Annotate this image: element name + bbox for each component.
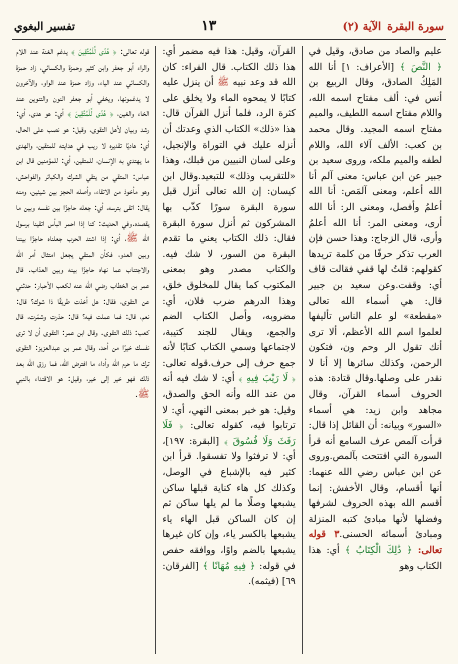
text-segment: أي: هذا الكتاب وهو <box>308 545 442 572</box>
text-segment: وفي الحديث: كنا إذا احمر البأس اتقينا برسول الله <box>16 217 150 245</box>
quran-verse: ﴿ فِيهِ مُهَانًا ﴾ <box>202 560 256 572</box>
text-segment: أن ينزل عليه كتابًا لا يمحوه الماء ولا يخلق على كثرة الرد، فلما أنزل القرآن قال: هذا «ذلك» الكتاب الذي وعدتك أن أنزله عليك في التوراة والإنجيل، وعلى لسان النبيين من قبلك، وهذا «للتقريب وذلك» للتبعيد. <box>162 77 296 182</box>
header-rule <box>12 39 446 40</box>
verse-marker: ٣ قوله تعالى: <box>308 529 443 556</box>
honorific: ﷺ <box>138 389 150 401</box>
column-middle <box>156 44 301 656</box>
quran-verse: ﴿ ذَٰلِكَ الْكِتَابُ ﴾ <box>345 545 413 556</box>
sura-name: سورة البقرة <box>387 19 444 33</box>
book-title: تفسير البغوي <box>14 19 75 33</box>
text-segment: يدغم الغنة عند اللام والراء أبو جعفر وابن كثير وحمزة والكسائي، زاد حمزة والكسائي عند الياء، وزاد حمزة عند الواو، والآخرون لا يدغمونها، ويخفي أبو جعفر النون والتنوين عند الخاء والغين، <box>16 46 150 120</box>
column-text <box>309 44 442 574</box>
text-segment: قوله تعالى: <box>162 357 208 369</box>
honorific: ﷺ <box>217 77 229 89</box>
text-segment: ، أي: إذا اشتد الحرب جعلناه حاجزًا بيننا وبين العدو، فكأن المتقي يجعل امتثال أمر الله والاجتناب عما نهاه حاجزًا بينه وبين العذاب. قال عمر بن الخطاب رضي الله عنه لكعب الأحبار: حدثني عن التقوى، فقال: هل أخذت طريقًا ذا شوك؟ قال: نعم، قال: فما عملت فيه؟ قال: حذرت وشمّرت، قال كعب: ذلك التقوى. وقال ابن عمر: التقوى أن لا ترى نفسك خيرًا من أحد، وقال عمر بن عبدالعزيز: التقوى ترك ما حرم الله وأداء ما افترض الله، فما رزق الله بعد ذلك فهو خير إلى خير، وقيل: هو الاقتداء بالنبي <box>16 233 150 385</box>
quran-verse: ﴿ هُدًى لِّلْمُتَّقِينَ ﴾ <box>67 108 114 120</box>
text-segment: وعن سعيد بن جبير قال: هي أسماء الله تعالى «مقطعة» لو علم الناس تأليفها لعلموا اسم الله الأعظم، ألا ترى أنك تقول الر وحم ون، فتكون الرحمن، وكذلك سائرها إلا أنا لا نقدر على وصلها. <box>308 279 442 385</box>
text-segment: قوله تعالى: <box>116 46 150 57</box>
column-text <box>16 44 149 403</box>
column-right <box>303 44 448 656</box>
text-segment: . <box>135 389 139 401</box>
text-columns <box>10 44 448 656</box>
text-segment: وروى عن ابن عباس رضي الله عنهما: أنها أقسام، وقال الأخفش: إنما أقسم الله بهذه الحروف لشرفها وفضلها لأنها مبادئ كتبه المنزلة ومبادئ أسمائه الحسنى. <box>308 451 442 541</box>
text-segment: [البقرة: ١٩٧]، أي: لا ترفثوا ولا تفسقوا. قرأ ابن كثير فيه بالإشباع في الوصل، وكذلك كل هاء كناية قبلها ساكن يشبعها وصلًا ما لم يلها ساكن ثم إن كان الساكن قبل الهاء ياء يشبعها بالكسر ياء، وإن كان غيرها يشبعها بالضم واوًا، ووافقه حفص في قوله: <box>162 435 296 572</box>
text-segment: أي: هو هدى، أي: رشد وبيان لأهل التقوى، وقيل: هو نصب على الحال، أي: هاديًا تقديره لا ريب في هدايته للمتقين، والهدى ما يهتدي به الإنسان، للمتقين، أي: للمؤمنين قال ابن عباس: المتقي من يتقي الشرك والكبائر والفواحش، وهو مأخوذ من الاتقاء، وأصله الحجز بين شيئين، ومنه يقال: اتقى بترسه، أي: جعله حاجزًا بين نفسه وبين ما يقصده. <box>16 108 150 229</box>
text-segment: [الأعراف: ١] أنا الله المَلِكُ الصادق، وقال الربيع بن أنس في: ألف مفتاح اسمه الله، واللام مفتاح اسمه اللطيف، والميم مفتاح اسمه المجيد. وقال محمد بن كعب: الألف آلاء الله، واللام لطفه والميم ملكه، وروى سعيد بن جبير عن ابن عباس: معنى آلم أنا الله أعلم، ومعنى آلمَص: أنا الله أعلمُ وأفصل، ومعنى الر: أنا الله أرى، ومعنى المر: أنا الله أعلمُ وأرى، قال الزجاج: وهذا حسن فإن العرب تذكر حرفًا من كلمة تريدها كقولهم: قلتُ لها قفي فقالت قاف أي: وقفت. <box>308 61 442 291</box>
text-segment: وقال ابن كيسان: إن الله تعالى أنزل قبل سورة البقرة سورًا كذّب بها المشركون ثم أنزل سورة البقرة فقال: ذلك الكتاب يعني ما تقدم البقرة من السور، لا شك فيه. والكتاب مصدر وهو بمعنى المكتوب كما يقال للمخلوق خلق، وهذا الدرهم ضرب فلان، أي: مضروبه، وأصل الكتاب الضم والجمع، ويقال للجند كتيبة، لاجتماعها وسمي الكتاب كتابًا لأنه جمع حرف إلى حرف. <box>162 170 296 369</box>
quran-verse: ﴿ فَلَا رَفَثَ وَلَا فُسُوقَ ﴾ <box>162 420 296 447</box>
text-segment: أي: لا شك فيه أنه من عند الله وأنه الحق والصدق، وقيل: هو خبر بمعنى النهي، أي: لا ترتابوا فيه، كقوله تعالى: <box>162 373 296 432</box>
quran-verse: ﴿ هُدًى لِّلْمُتَّقِينَ ﴾ <box>71 46 117 57</box>
text-segment: عليم والصاد من صادق، وقيل في <box>308 46 442 57</box>
quran-verse: ﴿ لَا رَيْبَ فِيهِ ﴾ <box>238 373 296 385</box>
quran-verse: ﴿ النَّصَ ﴾ <box>399 61 442 73</box>
sura-reference <box>343 20 444 33</box>
text-segment: القرآن، وقيل: هذا فيه مضمر أي: هذا ذلك الكتاب. قال الفراء: كان الله قد وعد نبيه <box>162 46 296 89</box>
page-header <box>14 16 444 36</box>
page-number: ١٣ <box>201 18 217 34</box>
text-segment: وقال قتادة: هذه الحروف أسماء القرآن، وقال مجاهد وابن زيد: هي أسماء «السور» وبيانه: أن القائل إذا قال: قرأت آلمص عرف السامع أنه قرأ السورة التي افتتحت بآلمص. <box>308 373 442 463</box>
column-text <box>162 44 295 590</box>
honorific: ﷺ <box>126 233 138 245</box>
text-segment: [الفرقان: ٦٩] (فيثمه). <box>162 560 296 588</box>
column-left <box>10 44 155 656</box>
aya-reference: الآية (٢) <box>342 19 382 33</box>
